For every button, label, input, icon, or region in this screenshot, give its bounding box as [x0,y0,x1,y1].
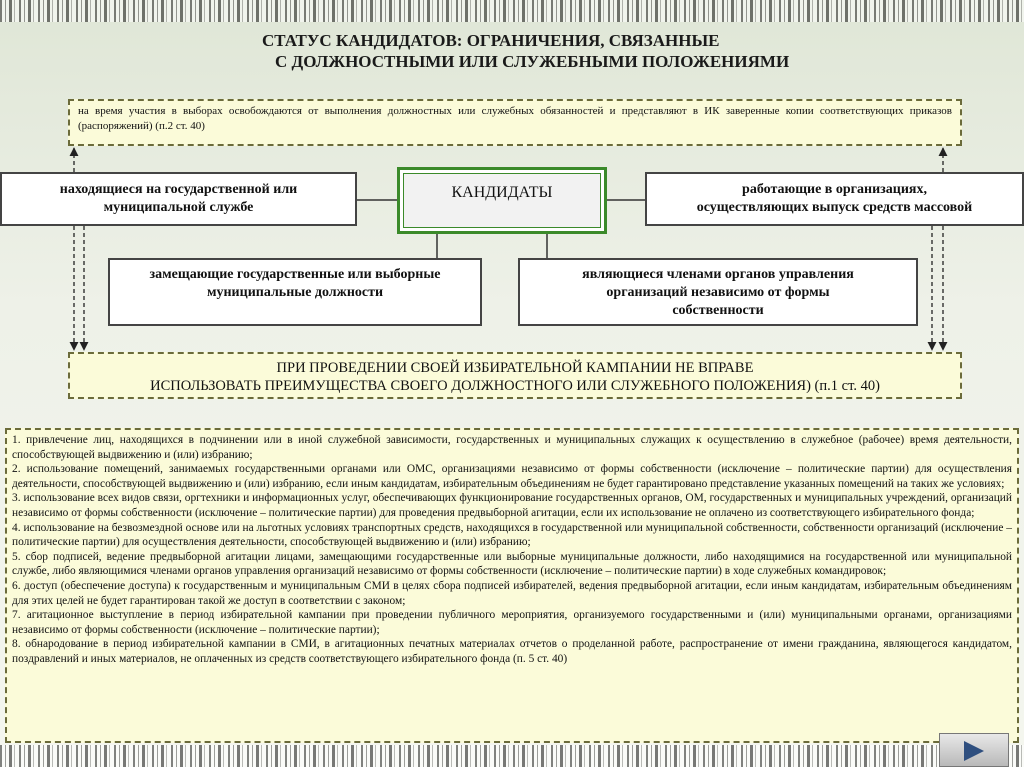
box-mid-right-line-3: собственности [672,303,764,318]
box-mass-media-orgs [645,172,1024,226]
bottom-note-line-2: ИСПОЛЬЗОВАТЬ ПРЕИМУЩЕСТВА СВОЕГО ДОЛЖНОСТНОГО ИЛИ СЛУЖЕБНОГО ПОЛОЖЕНИЯ) (п.1 ст. 40) [150,378,880,394]
next-slide-button[interactable] [939,733,1009,767]
restrictions-list [5,428,1019,743]
box-management-members [518,258,918,326]
play-next-icon [964,741,984,761]
top-note-text: на время участия в выборах освобождаются от выполнения должностных или служебных обязанностей и представляют в ИК заверенные копии соответствующих приказов (распоряжений) (п.2 ст. 40) [78,105,952,132]
list-item: 3. использование всех видов связи, оргтехники и информационных услуг, обеспечивающих функционирование государственных органов, ОМ, государственных и муниципальных учреждений, организаций независимо от формы собственности (исключение – политические партии) для проведения предвыборной агитации, если их использование не оплачено из соответствующего избирательного фонда; [12,492,1012,519]
box-mid-left-line-2: муниципальные должности [206,285,384,300]
list-item: 2. использование помещений, занимаемых государственными органами или ОМС, организациями независимо от формы собственности (исключение – политические партии) для осуществления деятельности, способствующей выдвижению и (или) избранию, если иным кандидатам, избирательным объединениям не будет гарантировано представление указанных помещений на таких же условиях; [12,463,1012,490]
box-elected-positions [108,258,482,326]
bottom-note-box [68,352,962,399]
list-item: 8. обнародование в период избирательной кампании в СМИ, в агитационных печатных материалах отчетов о проделанной работе, распространение от имени гражданина, являющегося кандидатом, поздравлений и иных материалов, не оплаченных из средств соответствующего избирательного фонда (п. 5 ст. 40) [12,638,1012,665]
bottom-note-line-1: ПРИ ПРОВЕДЕНИИ СВОЕЙ ИЗБИРАТЕЛЬНОЙ КАМПАНИИ НЕ ВПРАВЕ [276,360,754,376]
box-mid-right-line-1: являющиеся членами органов управления [582,267,854,282]
title-line-2: С ДОЛЖНОСТНЫМИ ИЛИ СЛУЖЕБНЫМИ ПОЛОЖЕНИЯМИ [275,52,790,71]
candidates-label: КАНДИДАТЫ [403,173,601,228]
title-line-1: СТАТУС КАНДИДАТОВ: ОГРАНИЧЕНИЯ, СВЯЗАННЫЕ [262,31,720,50]
candidates-center-box [397,167,607,234]
box-right-line-1: работающие в организациях, [742,182,927,197]
box-right-line-2: осуществляющих выпуск средств массовой [696,200,973,215]
top-note-box [68,99,962,146]
bottom-barcode-strip [0,745,1024,767]
list-item: 7. агитационное выступление в период избирательной кампании при проведении публичного мероприятия, организуемого государственными и (или) муниципальными органами, организациями независимо от формы собственности (исключение – политические партии); [12,609,1012,636]
box-state-municipal-service [0,172,357,226]
list-item: 6. доступ (обеспечение доступа) к государственным и муниципальным СМИ в целях сбора подписей избирателей, ведения предвыборной агитации, если иным кандидатам, избирательным объединениям для этих целей не будет гарантирован такой же доступ в соответствии с законом; [12,579,1012,607]
list-item: 5. сбор подписей, ведение предвыборной агитации лицами, замещающими государственные или выборные муниципальные должности, либо находящимися на государственной или муниципальной службе, либо являющимися членами органов управления организаций независимо от формы собственности (исключение – политические партии) в ходе служебных командировок; [12,550,1012,578]
box-left-line-1: находящиеся на государственной или [59,182,298,197]
list-item: 1. привлечение лиц, находящихся в подчинении или в иной служебной зависимости, государственных и муниципальных служащих к осуществлению в служебное (рабочее) время деятельности, способствующей выдвижению и (или) избранию; [12,434,1012,461]
box-left-line-2: муниципальной службе [103,200,254,215]
box-mid-left-line-1: замещающие государственные или выборные [149,267,441,282]
box-mid-right-line-2: организаций независимо от формы [606,285,830,300]
list-item: 4. использование на безвозмездной основе или на льготных условиях транспортных средств, находящихся в государственной или муниципальной собственности, собственности организаций (исключение – политические партии) для осуществления деятельности, способствующей выдвижению и (или) избранию; [12,521,1012,549]
